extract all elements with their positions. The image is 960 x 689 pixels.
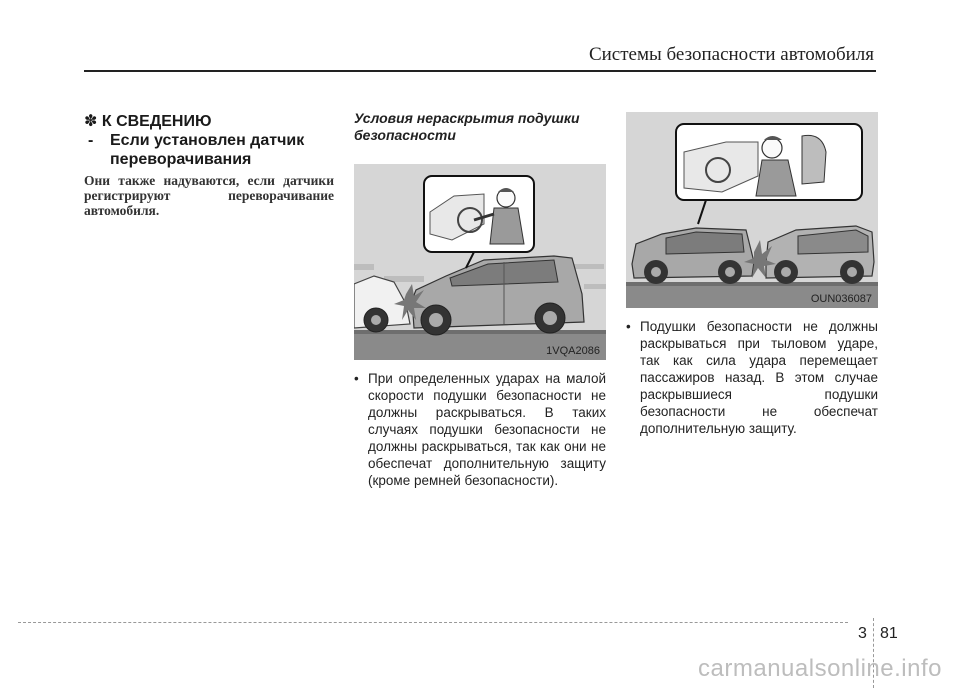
bullet-dot: • <box>626 319 631 334</box>
note-column <box>84 112 334 218</box>
note-dash: - <box>88 132 94 149</box>
bullet-rear-impact <box>626 318 878 437</box>
rear-collision-illustration <box>626 112 878 308</box>
chapter-number: 3 <box>858 625 867 642</box>
figure-2-label: OUN036087 <box>810 293 872 305</box>
section-title: Условия нераскрытия подушки безопасности <box>354 110 580 143</box>
note-heading: ✽ К СВЕДЕНИЮ <box>84 113 212 130</box>
note-subheading-text: Если установлен датчик переворачивания <box>110 132 305 168</box>
bullet-low-speed-text: При определенных ударах на малой скорости подушки безопасности не должны раскрываться. В таких случаях подушки безопасности не должны раскрываться, так как они не обеспечат дополнительную защиту (кроме ремней безопасности). <box>368 371 606 488</box>
bullet-low-speed <box>354 370 606 489</box>
watermark: carmanualsonline.info <box>698 655 942 682</box>
right-column <box>626 112 878 437</box>
figure-frontal-low-speed <box>354 164 606 360</box>
page-header-title: Системы безопасности автомобиля <box>588 44 874 65</box>
note-subheading <box>84 131 334 169</box>
figure-1-label: 1VQA2086 <box>546 345 600 357</box>
note-body: Они также надуваются, если датчики регистрируют переворачивание автомобиля. <box>84 173 334 218</box>
figure-rear-impact <box>626 112 878 308</box>
middle-column <box>354 110 606 489</box>
page-number <box>858 625 898 643</box>
frontal-collision-illustration <box>354 164 606 360</box>
page-number-value: 81 <box>880 625 898 642</box>
bullet-rear-impact-text: Подушки безопасности не должны раскрываться при тыловом ударе, так как сила удара перемещает пассажиров назад. В этом случае раскрывшиеся подушки безопасности не обеспечат дополнительную защиту. <box>640 319 878 436</box>
bullet-dot: • <box>354 371 359 386</box>
footer-rule <box>18 622 848 623</box>
header-rule <box>84 70 876 72</box>
